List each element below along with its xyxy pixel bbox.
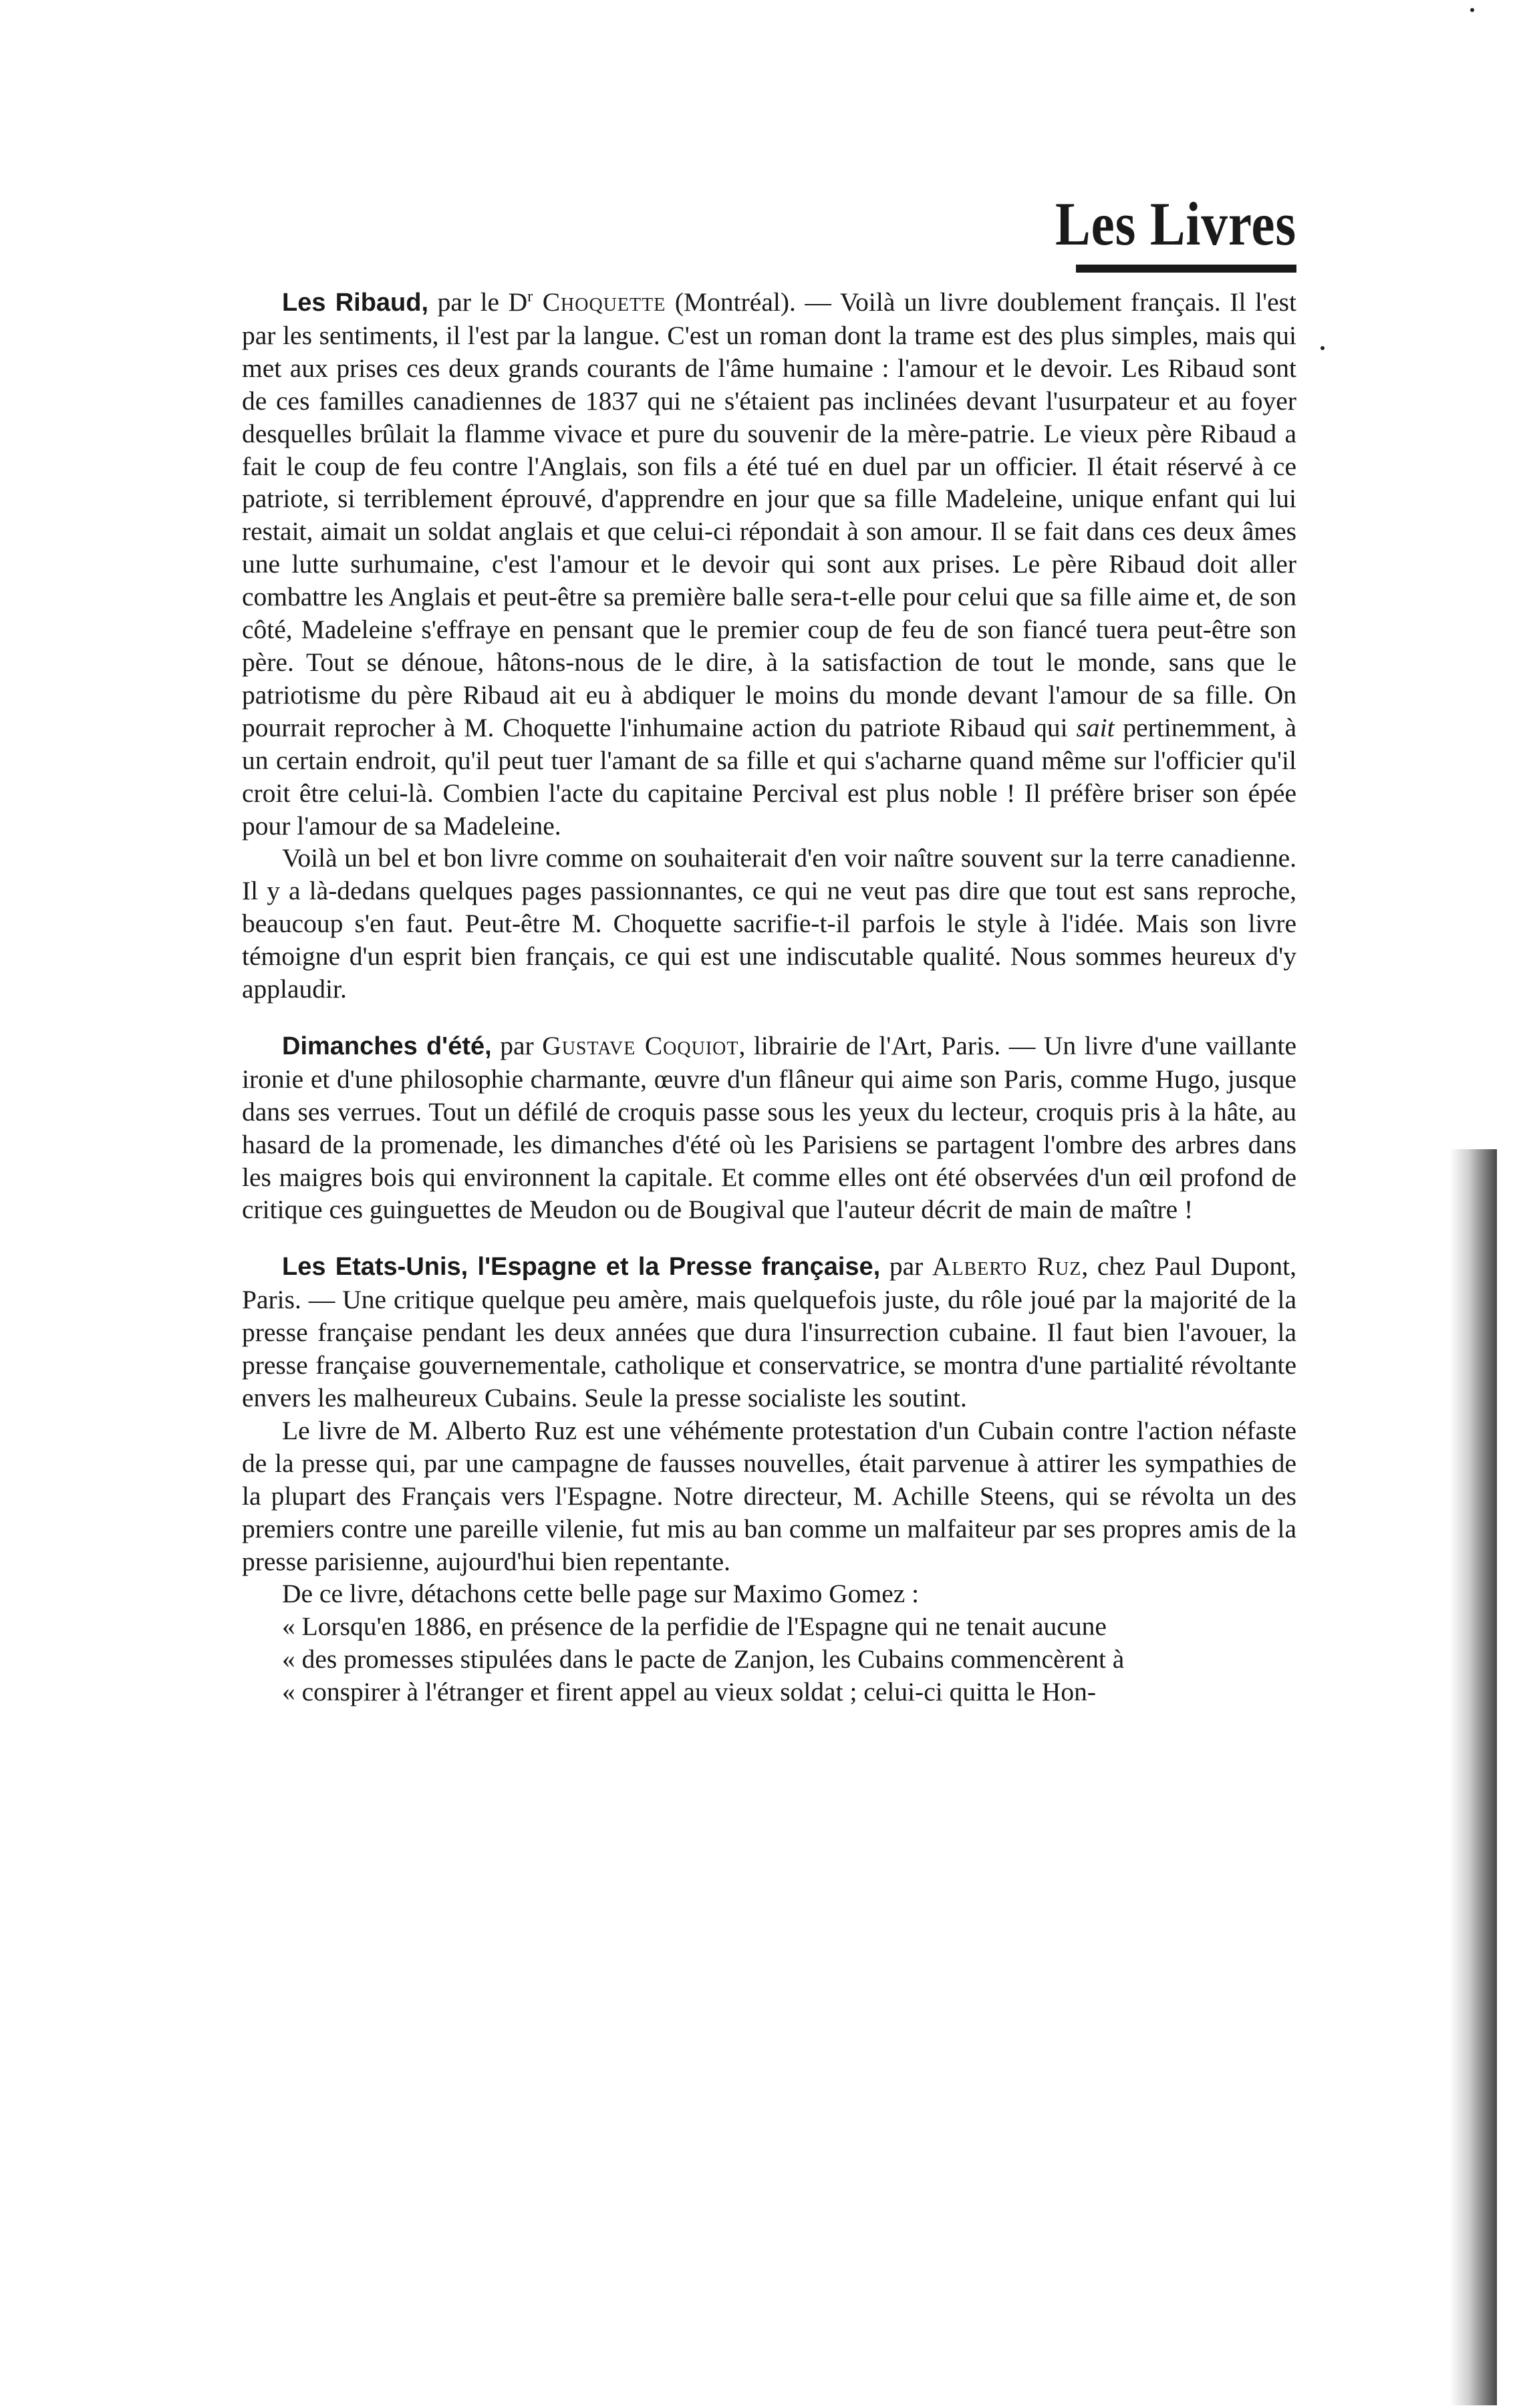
byline-superscript: r [527,287,533,305]
review-ribaud-paragraph-2: Voilà un bel et bon livre comme on souhaiterait d'en voir naître souvent sur la terre canadienne. Il y a là-dedans quelques pages passionnantes, ce qui ne veut pas dire que tout est sans reproche, beaucoup s'en faut. Peut-être M. Choquette sacrifie-t-il parfois le style à l'idée. Mais son livre témoigne d'un esprit bien français, ce qui est une indiscutable qualité. Nous sommes heureux d'y applaudir. [242,843,1296,1004]
book-author: Gustave Coquiot [542,1030,739,1060]
heading-rule [1076,265,1296,273]
review-text: , librairie de l'Art, Paris. — Un livre d'une vaillante ironie et d'une philosophie charmante, œuvre d'un flâneur qui aime son Paris, comme Hugo, jusque dans ses verrues. Tout un défilé de croquis passe sous les yeux du lecteur, croquis pris à la hâte, au hasard de la promenade, les dimanches d'été où les Parisiens se partagent l'ombre des arbres dans les maigres bois qui environnent la capitale. Et comme elles ont été observées d'un œil profond de critique ces guinguettes de Meudon ou de Bougival que l'auteur décrit de main de maître ! [242,1030,1296,1225]
review-text: , chez Paul Dupont, Paris. — Une critique quelque peu amère, mais quelquefois juste, du rôle joué par la majorité de la presse française pendant les deux années que dura l'insurrection cubaine. Il faut bien l'avouer, la presse française gouvernementale, catholique et conservatrice, se montra d'une partialité révoltante envers les malheureux Cubains. Seule la presse socialiste les soutint. [242,1251,1296,1412]
review-text: (Montréal). — Voilà un livre doublement français. Il l'est par les sentiments, il l'est par la langue. C'est un roman dont la trame est des plus simples, mais qui met aux prises ces deux grands courants de l'âme humaine : l'amour et le devoir. Les Ribaud sont de ces familles canadiennes de 1837 qui ne s'étaient pas inclinées devant l'usurpateur et au foyer desquelles brûlait la flamme vivace et pure du souvenir de la mère-patrie. Le vieux père Ribaud a fait le coup de feu contre l'Anglais, son fils a été tué en duel par un officier. Il était réservé à ce patriote, si terriblement éprouvé, d'apprendre en jour que sa fille Madeleine, unique enfant qui lui restait, aimait un soldat anglais et que celui-ci répondait à son amour. Il se fait dans ces deux âmes une lutte surhumaine, c'est l'amour et le devoir qui sont aux prises. Le père Ribaud doit aller combattre les Anglais et peut-être sa première balle sera-t-elle pour celui que sa fille aime et, de son côté, Madeleine s'effraye en pensant que le premier coup de feu de son fiancé tuera peut-être son père. Tout se dénoue, hâtons-nous de le dire, à la satisfaction de tout le monde, sans que le patriotisme du père Ribaud ait eu à abdiquer le moins du monde devant l'amour de sa fille. On pourrait reprocher à M. Choquette l'inhumaine action du patriote Ribaud qui [242,287,1296,742]
byline-prefix: par le D [428,287,528,317]
review-etats-unis-paragraph-1 [242,1250,1296,1414]
book-author: Alberto Ruz [932,1251,1082,1282]
byline-prefix: par [880,1251,932,1282]
quote-line: « Lorsqu'en 1886, en présence de la perfidie de l'Espagne qui ne tenait aucune [282,1612,1107,1642]
byline-prefix: par [491,1030,543,1060]
book-title: Les Etats-Unis, l'Espagne et la Presse française, [282,1253,881,1282]
review-etats-unis-paragraph-3: De ce livre, détachons cette belle page sur Maximo Gomez : [282,1579,920,1609]
section-title: Les Livres [1055,190,1296,258]
review-dimanches-paragraph [242,1030,1296,1226]
book-title: Dimanches d'été, [282,1032,492,1060]
review-ribaud-paragraph-1 [242,286,1296,842]
review-text-continued: pertinemment, à un certain endroit, qu'il peut tuer l'amant de sa fille et qui s'acharne quand même sur l'officier qu'il croit être celui-là. Combien l'acte du capitaine Percival est plus noble ! Il préfère briser son épée pour l'amour de sa Madeleine. [242,712,1296,841]
scan-edge-shadow [1450,1149,1497,2405]
review-column [242,286,1296,1708]
quote-block [242,1610,1296,1708]
section-heading [1016,187,1296,273]
scan-speck [1321,346,1325,350]
review-etats-unis-paragraph-2: Le livre de M. Alberto Ruz est une véhémente protestation d'un Cubain contre l'action néfaste de la presse qui, par une campagne de fausses nouvelles, était parvenue à attirer les sympathies de la plupart des Français vers l'Espagne. Notre directeur, M. Achille Steens, qui se révolta un des premiers contre une pareille vilenie, fut mis au ban comme un malfaiteur par ses propres amis de la presse parisienne, aujourd'hui bien repentante. [242,1415,1296,1576]
book-title: Les Ribaud, [282,289,429,317]
italic-word: sait [1067,712,1115,742]
scan-speck [1470,8,1474,12]
quote-line: « conspirer à l'étranger et firent appel au vieux soldat ; celui-ci quitta le Hon- [282,1677,1096,1707]
book-author: Choquette [533,287,666,317]
quote-line: « des promesses stipulées dans le pacte de Zanjon, les Cubains commencèrent à [282,1644,1125,1674]
